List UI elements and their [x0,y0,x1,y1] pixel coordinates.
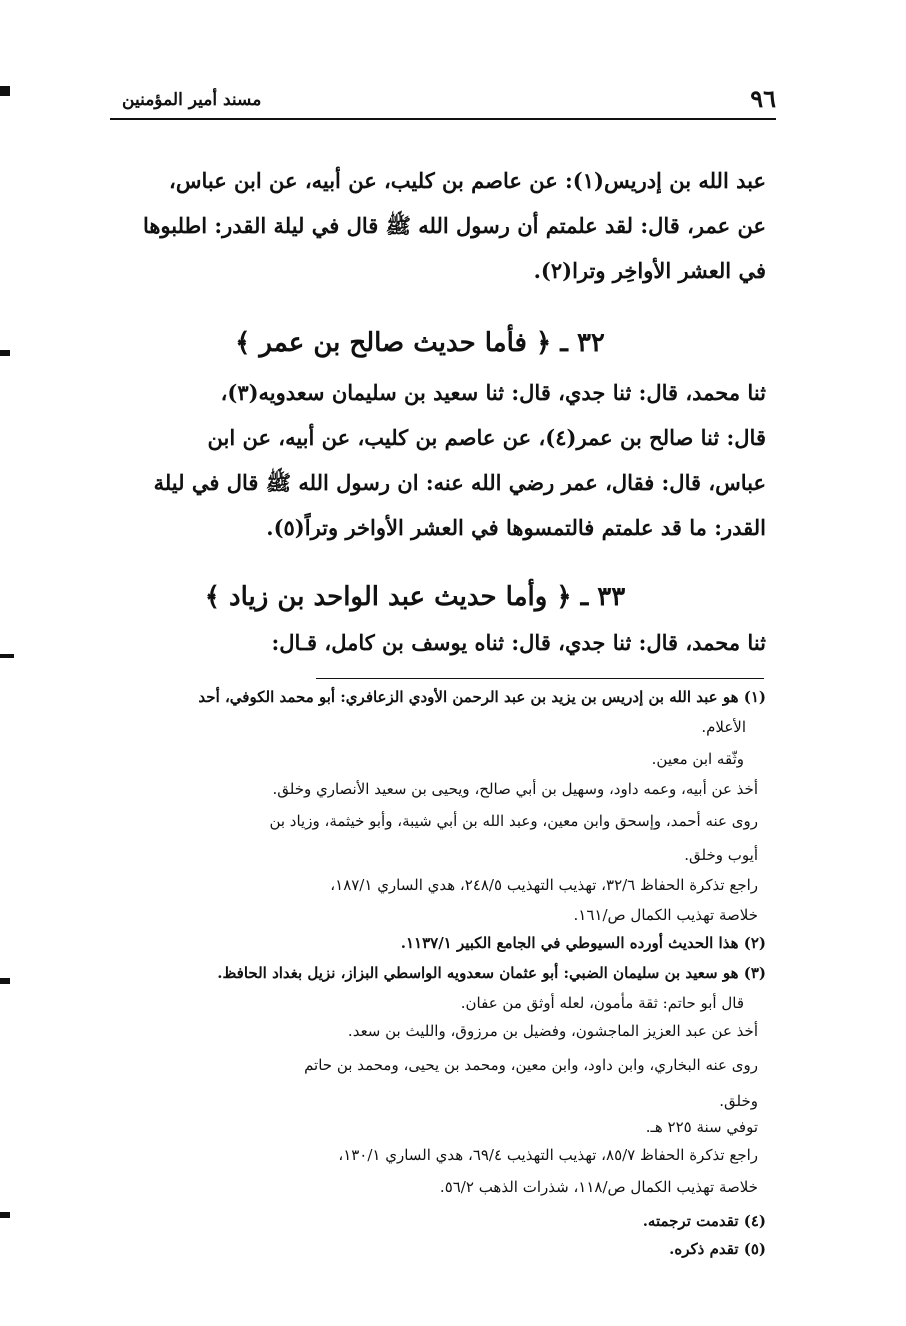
footnote-line: خلاصة تهذيب الكمال ص/١٦١. [573,906,758,924]
body-line: عبد الله بن إدريس(١): عن عاصم بن كليب، عن أبيه، عن ابن عباس، [169,168,766,193]
page-number: ٩٦ [750,84,776,113]
footnote-line: راجع تذكرة الحفاظ ٨٥/٧، تهذيب التهذيب ٦٩/٤، هدي الساري ١٣٠/١، [338,1146,758,1164]
body-line: القدر: ما قد علمتم فالتمسوها في العشر الأواخر وتراً(٥). [266,515,766,540]
footnote-line: وخلق. [719,1092,758,1110]
scan-edge-mark [0,86,10,96]
body-line: ثنا محمد، قال: ثنا جدي، قال: ثنا سعيد بن سليمان سعدويه(٣)، [220,380,766,405]
footnote-line: أخذ عن أبيه، وعمه داود، وسهيل بن أبي صالح، ويحيى بن سعيد الأنصاري وخلق. [272,780,758,798]
footnote-line: توفي سنة ٢٢٥ هـ. [645,1118,758,1136]
footnote-line: وثّقه ابن معين. [651,750,744,768]
section-heading: ٣٢ ـ ﴿ فأما حديث صالح بن عمر ﴾ [235,328,605,358]
footnote-line: أخذ عن عبد العزيز الماجشون، وفضيل بن مرزوق، والليث بن سعد. [347,1022,758,1040]
body-line: ثنا محمد، قال: ثنا جدي، قال: ثناه يوسف بن كامل، قـال: [271,630,766,655]
footnote-line: روى عنه أحمد، وإسحق وابن معين، وعبد الله بن أبي شيبة، وأبو خيثمة، وزياد بن [269,812,758,830]
body-line: قال: ثنا صالح بن عمر(٤)، عن عاصم بن كليب، عن أبيه، عن ابن [207,425,766,450]
body-line: عباس، قال: فقال، عمر رضي الله عنه: ان رسول الله ﷺ قال في ليلة [153,470,766,495]
body-line: عن عمر، قال: لقد علمتم أن رسول الله ﷺ قال في ليلة القدر: اطلبوها [142,213,766,238]
footnote-line: (١) هو عبد الله بن إدريس بن يزيد بن عبد الرحمن الأودي الزعافري: أبو محمد الكوفي، أحد [198,688,766,706]
running-title: مسند أمير المؤمنين [122,90,262,110]
page-header [110,84,776,120]
section-heading: ٣٣ ـ ﴿ وأما حديث عبد الواحد بن زياد ﴾ [204,582,626,612]
footnote-line: روى عنه البخاري، وابن داود، وابن معين، ومحمد بن يحيى، ومحمد بن حاتم [304,1056,758,1074]
footnote-line: (٤) تقدمت ترجمته. [642,1212,766,1230]
scan-edge-mark [0,654,14,658]
footnote-line: (٥) تقدم ذكره. [669,1240,766,1258]
scan-edge-mark [0,978,10,984]
footnote-line: أيوب وخلق. [684,846,758,864]
footnote-line: خلاصة تهذيب الكمال ص/١١٨، شذرات الذهب ٥٦/٢. [439,1178,758,1196]
footnote-line: (٣) هو سعيد بن سليمان الضبي: أبو عثمان سعدويه الواسطي البزاز، نزيل بغداد الحافظ. [217,964,766,982]
scan-edge-mark [0,1212,10,1218]
footnote-line: الأعلام. [701,718,746,736]
footnote-line: (٢) هذا الحديث أورده السيوطي في الجامع الكبير ١١٣٧/١. [400,934,766,952]
scan-edge-mark [0,350,10,356]
footnote-line: قال أبو حاتم: ثقة مأمون، لعله أوثق من عفان. [460,994,744,1012]
footnote-line: راجع تذكرة الحفاظ ٣٢/٦، تهذيب التهذيب ٢٤٨/٥، هدي الساري ١٨٧/١، [330,876,758,894]
footnote-separator [316,678,764,679]
body-line: في العشر الأواخِر وترا(٢). [533,258,766,283]
